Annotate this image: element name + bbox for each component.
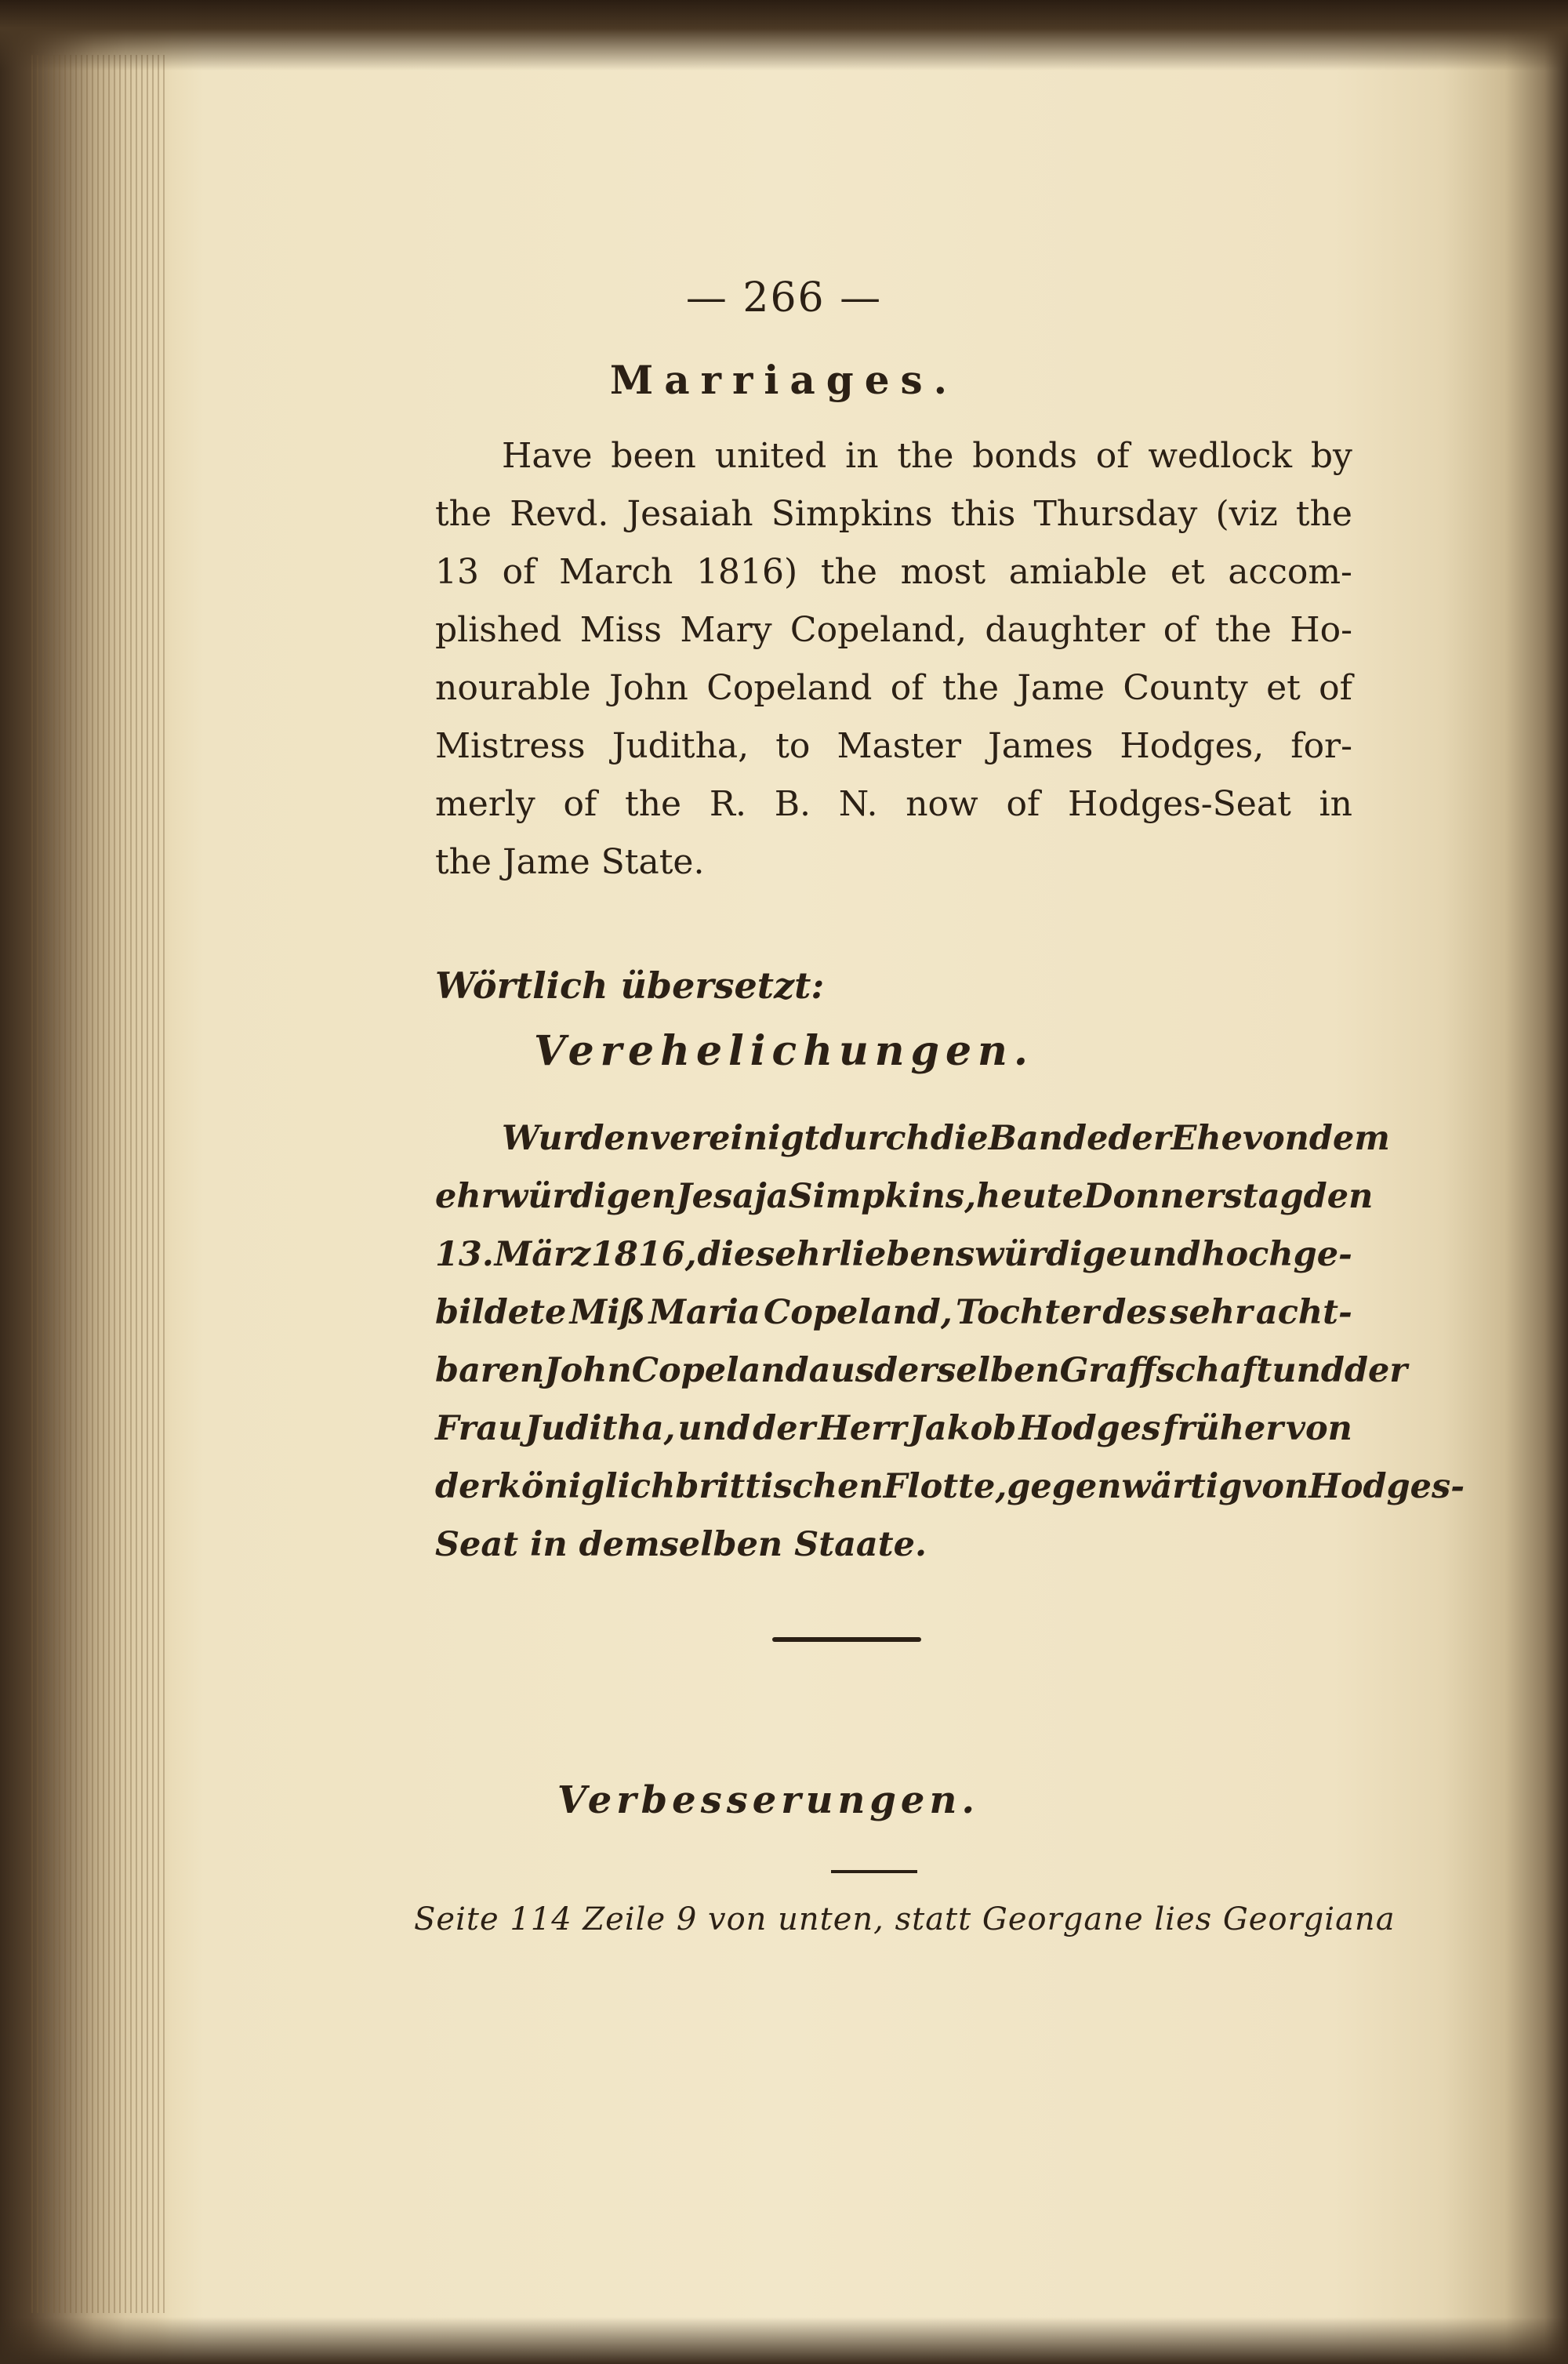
paragraph-line: plished Miss Mary Copeland, daughter of the Ho- xyxy=(435,610,1352,650)
paragraph-line: baren John Copeland aus derselben Graffschaft und der xyxy=(435,1351,1408,1390)
paragraph-line: ehrwürdigen Jesaja Simpkins, heute Donnerstag den xyxy=(435,1177,1374,1216)
heading-marriages: Marriages. xyxy=(609,357,959,403)
paragraph-line: Frau Juditha, und der Herr Jakob Hodges früher von xyxy=(435,1409,1352,1448)
paragraph-line: bildete Miß Maria Copeland, Tochter des sehr acht- xyxy=(435,1293,1352,1332)
page-number: — 266 — xyxy=(685,274,883,321)
paragraph-english xyxy=(435,427,1352,891)
paragraph-line: 13 of March 1816) the most amiable et accom- xyxy=(435,552,1352,592)
correction-line: Seite 114 Zeile 9 von unten, statt Georgane lies Georgiana xyxy=(414,1901,1396,1937)
label-literal-translation: Wörtlich übersetzt: xyxy=(435,964,825,1007)
paragraph-line: the Jame State. xyxy=(435,842,705,882)
paragraph-line: 13. März 1816, die sehr liebenswürdige und hochge- xyxy=(435,1235,1352,1274)
paragraph-line: Have been united in the bonds of wedlock by xyxy=(502,436,1352,476)
short-divider xyxy=(831,1870,917,1873)
top-binding-shadow xyxy=(0,0,1568,71)
heading-verehelichungen: Verehelichungen. xyxy=(534,1027,1034,1075)
paragraph-line: the Revd. Jesaiah Simpkins this Thursday (viz the xyxy=(435,494,1352,534)
paragraph-line: nourable John Copeland of the Jame County et of xyxy=(435,668,1352,708)
paragraph-line: der königlich brittischen Flotte, gegenwärtig von Hodges- xyxy=(435,1467,1465,1506)
paragraph-line: Mistress Juditha, to Master James Hodges, for- xyxy=(435,726,1352,766)
paragraph-german xyxy=(435,1109,1465,1574)
heading-corrections: Verbesserungen. xyxy=(557,1778,980,1822)
section-divider xyxy=(772,1637,921,1642)
paragraph-line: merly of the R. B. N. now of Hodges-Seat in xyxy=(435,784,1352,824)
paragraph-line: Wurden vereinigt durch die Bande der Ehe von dem xyxy=(502,1119,1390,1158)
bottom-shadow xyxy=(0,2317,1568,2364)
paragraph-line: Seat in demselben Staate. xyxy=(435,1525,927,1564)
